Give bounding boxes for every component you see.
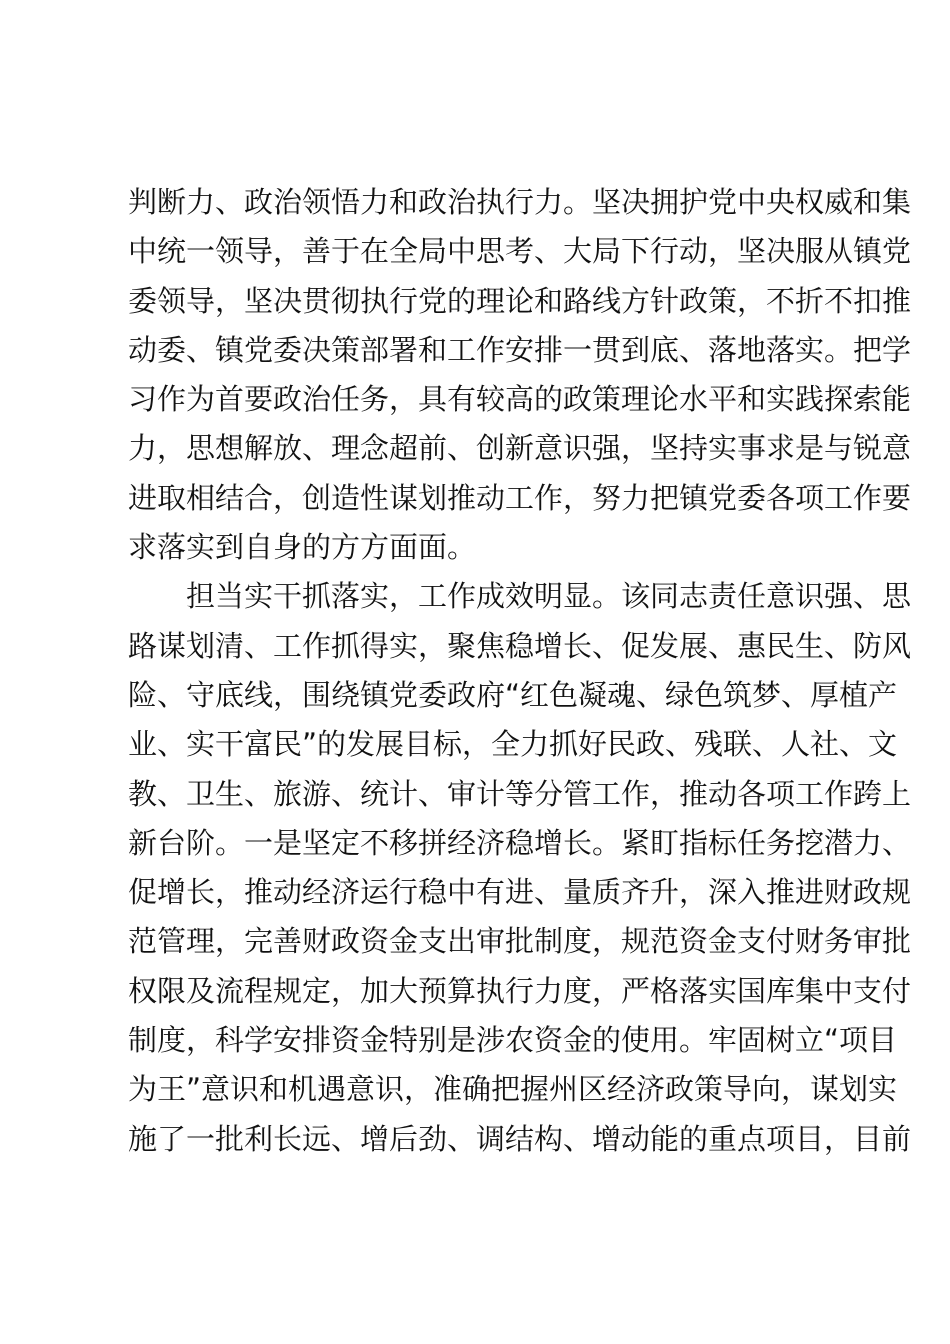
text-line: 教、卫生、旅游、统计、审计等分管工作，推动各项工作跨上 bbox=[128, 776, 912, 811]
paragraph-2 bbox=[128, 572, 912, 1164]
text-line: 促增长，推动经济运行稳中有进、量质齐升，深入推进财政规 bbox=[128, 875, 912, 910]
text-line: 中统一领导，善于在全局中思考、大局下行动，坚决服从镇党 bbox=[128, 234, 912, 269]
body-text bbox=[128, 178, 912, 1164]
text-line: 求落实到自身的方方面面。 bbox=[128, 530, 477, 565]
text-line: 业、实干富民”的发展目标，全力抓好民政、残联、人社、文 bbox=[128, 727, 898, 762]
text-line: 施了一批利长远、增后劲、调结构、增动能的重点项目，目前 bbox=[128, 1121, 912, 1156]
text-line: 新台阶。一是坚定不移拼经济稳增长。紧盯指标任务挖潜力、 bbox=[128, 825, 912, 860]
paragraph-1 bbox=[128, 178, 912, 572]
text-line: 判断力、政治领悟力和政治执行力。坚决拥护党中央权威和集 bbox=[128, 185, 912, 219]
text-line: 范管理，完善财政资金支出审批制度，规范资金支付财务审批 bbox=[128, 924, 912, 959]
text-line: 进取相结合，创造性谋划推动工作，努力把镇党委各项工作要 bbox=[128, 480, 912, 515]
text-line: 制度，科学安排资金特别是涉农资金的使用。牢固树立“项目 bbox=[128, 1023, 898, 1058]
text-line: 权限及流程规定，加大预算执行力度，严格落实国库集中支付 bbox=[128, 973, 912, 1008]
text-line: 担当实干抓落实，工作成效明显。该同志责任意识强、思 bbox=[186, 579, 912, 614]
text-line: 动委、镇党委决策部署和工作安排一贯到底、落地落实。把学 bbox=[128, 332, 912, 367]
text-line: 习作为首要政治任务，具有较高的政策理论水平和实践探索能 bbox=[128, 382, 912, 417]
text-line: 委领导，坚决贯彻执行党的理论和路线方针政策，不折不扣推 bbox=[128, 283, 912, 318]
text-line: 为王”意识和机遇意识，准确把握州区经济政策导向，谋划实 bbox=[128, 1072, 898, 1107]
text-line: 险、守底线，围绕镇党委政府“红色凝魂、绿色筑梦、厚植产 bbox=[128, 677, 898, 712]
text-line: 路谋划清、工作抓得实，聚焦稳增长、促发展、惠民生、防风 bbox=[128, 628, 912, 663]
text-line: 力，思想解放、理念超前、创新意识强，坚持实事求是与锐意 bbox=[128, 431, 912, 466]
